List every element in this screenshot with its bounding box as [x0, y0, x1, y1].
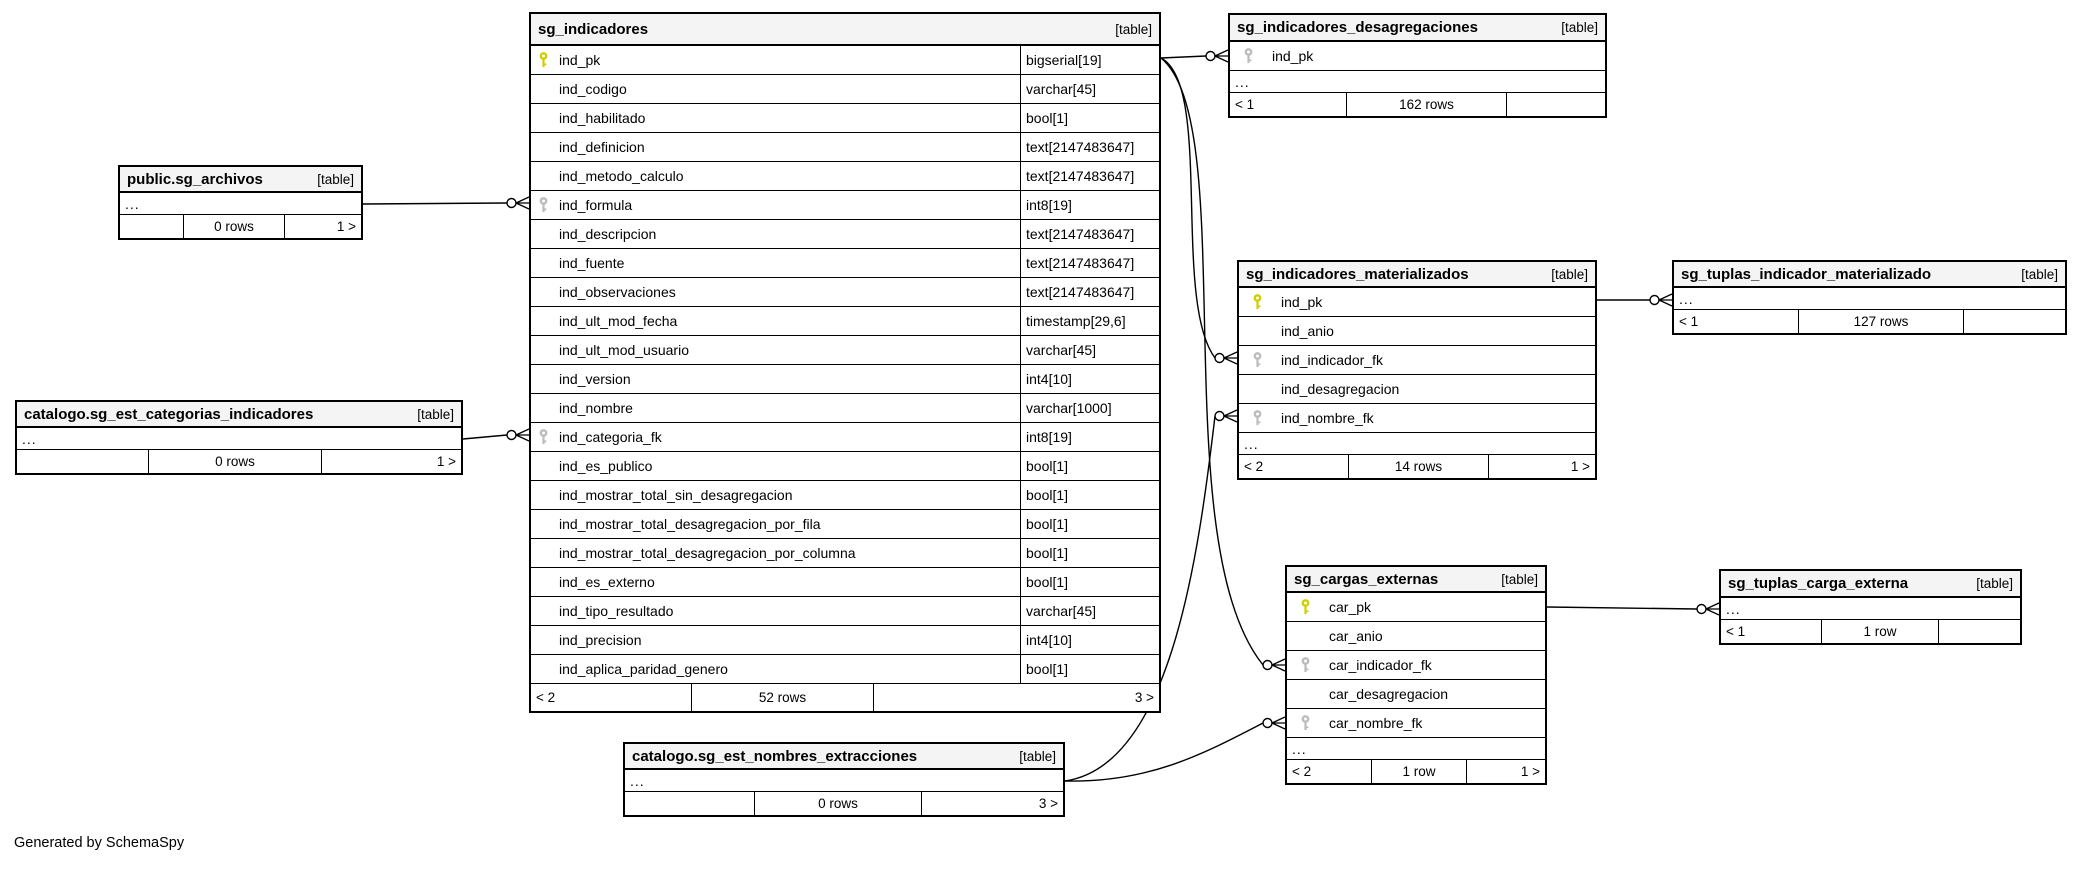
column-row	[531, 452, 1159, 481]
column-row	[531, 46, 1159, 75]
table-header[interactable]	[1287, 567, 1545, 593]
column-row	[1239, 404, 1595, 433]
table-title[interactable]: sg_indicadores_materializados	[1246, 265, 1469, 283]
column-name: ind_categoria_fk	[559, 429, 662, 445]
column-name: ind_fuente	[559, 255, 625, 271]
rel-indpk-to-materializados	[1161, 58, 1215, 358]
column-type: int4[10]	[1020, 365, 1159, 393]
column-name: ind_observaciones	[559, 284, 676, 300]
table-type-badge: [table]	[1551, 266, 1588, 282]
table-header[interactable]	[120, 167, 361, 193]
ellipsis-row: ...	[1287, 738, 1545, 760]
column-row	[531, 75, 1159, 104]
paging-right: 1 >	[1520, 764, 1540, 779]
row-count: 162 rows	[1347, 93, 1507, 116]
column-name: ind_version	[559, 371, 631, 387]
table-type-badge: [table]	[1115, 21, 1152, 37]
table-title[interactable]: sg_tuplas_indicador_materializado	[1681, 265, 1932, 283]
column-type: varchar[45]	[1020, 597, 1159, 625]
column-row	[531, 162, 1159, 191]
paging-right	[1507, 93, 1605, 116]
column-row	[1230, 42, 1605, 71]
row-count: 1 row	[1372, 760, 1467, 783]
paging-left: < 1	[1721, 620, 1822, 643]
row-count: 0 rows	[184, 215, 285, 238]
column-row	[531, 249, 1159, 278]
column-name: ind_mostrar_total_desagregacion_por_fila	[559, 516, 821, 532]
column-row	[531, 191, 1159, 220]
column-name: car_desagregacion	[1329, 686, 1449, 702]
column-type: text[2147483647]	[1020, 278, 1159, 306]
ellipsis-row: ...	[120, 193, 361, 215]
table-type-badge: [table]	[417, 406, 454, 422]
column-name: ind_pk	[559, 52, 601, 68]
table-type-badge: [table]	[2021, 266, 2058, 282]
table-type-badge: [table]	[1976, 576, 2013, 591]
crowfoot-connector	[507, 197, 529, 209]
table-footer	[625, 792, 1063, 815]
crowfoot-connector	[1263, 659, 1285, 671]
column-name: ind_ult_mod_fecha	[559, 313, 678, 329]
column-row	[531, 423, 1159, 452]
table-title[interactable]: sg_indicadores	[538, 20, 649, 38]
column-row	[1287, 622, 1545, 651]
column-name: ind_metodo_calculo	[559, 168, 684, 184]
ellipsis-row: ...	[17, 428, 461, 450]
foreign-key-icon	[1252, 410, 1263, 426]
table-footer	[120, 215, 361, 238]
column-name: ind_codigo	[559, 81, 627, 97]
crowfoot-connector	[507, 429, 529, 441]
column-type: bool[1]	[1020, 568, 1159, 596]
foreign-key-icon	[1300, 715, 1311, 731]
crowfoot-connector	[1263, 717, 1285, 729]
column-type: text[2147483647]	[1020, 133, 1159, 161]
row-count: 52 rows	[692, 684, 874, 711]
column-row	[531, 365, 1159, 394]
table-footer	[1721, 620, 2020, 643]
paging-left	[17, 450, 149, 473]
column-type: bool[1]	[1020, 452, 1159, 480]
row-count: 14 rows	[1349, 455, 1489, 478]
column-row	[531, 568, 1159, 597]
column-row	[1287, 709, 1545, 738]
column-name: ind_es_publico	[559, 458, 653, 474]
table-footer	[1674, 310, 2065, 333]
foreign-key-icon	[538, 197, 549, 213]
column-name: ind_pk	[1272, 48, 1314, 64]
paging-left: < 2	[531, 684, 692, 711]
paging-right: 1 >	[436, 454, 456, 469]
paging-right: 1 >	[336, 219, 356, 234]
column-name: ind_mostrar_total_desagregacion_por_columna	[559, 545, 856, 561]
column-row	[1287, 651, 1545, 680]
primary-key-icon	[538, 52, 549, 68]
column-row	[1239, 346, 1595, 375]
column-name: ind_descripcion	[559, 226, 657, 242]
table-sg-indicadores-materializados	[1237, 260, 1597, 480]
ellipsis-row: ...	[625, 770, 1063, 792]
column-row	[531, 220, 1159, 249]
table-type-badge: [table]	[1501, 571, 1538, 587]
ellipsis-row: ...	[1239, 433, 1595, 455]
table-header[interactable]	[1239, 262, 1595, 288]
column-name: ind_anio	[1281, 323, 1334, 339]
paging-right: 3 >	[1134, 690, 1154, 705]
table-header[interactable]	[625, 744, 1063, 770]
column-row	[531, 336, 1159, 365]
paging-right: 1 >	[1570, 459, 1590, 474]
table-header[interactable]	[17, 402, 461, 428]
column-name: car_anio	[1329, 628, 1383, 644]
column-type: text[2147483647]	[1020, 220, 1159, 248]
column-name: car_indicador_fk	[1329, 657, 1432, 673]
paging-left	[625, 792, 755, 815]
rel-extracciones-to-cargas	[1065, 723, 1263, 781]
column-name: ind_indicador_fk	[1281, 352, 1383, 368]
paging-right	[1964, 310, 2065, 333]
generated-by-note: Generated by SchemaSpy	[14, 835, 185, 851]
column-type: bool[1]	[1020, 539, 1159, 567]
table-footer	[531, 684, 1159, 711]
ellipsis-row: ...	[1674, 288, 2065, 310]
column-type: bool[1]	[1020, 510, 1159, 538]
table-type-badge: [table]	[1019, 748, 1056, 764]
table-catalogo-sg-est-categorias-indicadores	[15, 400, 463, 475]
column-row	[531, 394, 1159, 423]
table-type-badge: [table]	[317, 171, 354, 187]
row-count: 0 rows	[755, 792, 922, 815]
paging-right: 3 >	[1038, 796, 1058, 811]
column-row	[531, 626, 1159, 655]
foreign-key-icon	[538, 429, 549, 445]
row-count: 0 rows	[149, 450, 322, 473]
column-type: text[2147483647]	[1020, 162, 1159, 190]
row-count: 1 row	[1822, 620, 1939, 643]
primary-key-icon	[1252, 294, 1263, 310]
column-row	[1239, 288, 1595, 317]
column-row	[531, 597, 1159, 626]
column-type: timestamp[29,6]	[1020, 307, 1159, 335]
column-name: car_pk	[1329, 599, 1372, 615]
crowfoot-connector	[1215, 352, 1237, 364]
column-name: ind_tipo_resultado	[559, 603, 674, 619]
table-footer	[1287, 760, 1545, 783]
column-type: bool[1]	[1020, 655, 1159, 683]
column-name: ind_ult_mod_usuario	[559, 342, 689, 358]
column-row	[1239, 317, 1595, 346]
ellipsis-row: ...	[1721, 598, 2020, 620]
column-row	[531, 133, 1159, 162]
crowfoot-connector	[1215, 410, 1237, 422]
column-type: int8[19]	[1020, 191, 1159, 219]
table-footer	[17, 450, 461, 473]
table-footer	[1239, 455, 1595, 478]
column-type: bigserial[19]	[1020, 46, 1159, 74]
table-sg-cargas-externas	[1285, 565, 1547, 785]
table-title[interactable]: catalogo.sg_est_nombres_extracciones	[632, 747, 918, 765]
table-public-sg-archivos	[118, 165, 363, 240]
column-name: ind_definicion	[559, 139, 645, 155]
column-type: bool[1]	[1020, 104, 1159, 132]
column-name: ind_desagregacion	[1281, 381, 1400, 397]
crowfoot-connector	[1650, 294, 1672, 306]
paging-left: < 2	[1287, 760, 1372, 783]
column-type: int8[19]	[1020, 423, 1159, 451]
column-row	[531, 307, 1159, 336]
primary-key-icon	[1300, 599, 1311, 615]
column-type: int4[10]	[1020, 626, 1159, 654]
row-count: 127 rows	[1799, 310, 1964, 333]
table-footer	[1230, 93, 1605, 116]
column-row	[1239, 375, 1595, 404]
column-type: bool[1]	[1020, 481, 1159, 509]
column-name: ind_formula	[559, 197, 633, 213]
ellipsis-row: ...	[1230, 71, 1605, 93]
table-title[interactable]: catalogo.sg_est_categorias_indicadores	[24, 405, 314, 423]
table-title[interactable]: sg_cargas_externas	[1294, 570, 1439, 588]
column-name: ind_habilitado	[559, 110, 646, 126]
column-type: text[2147483647]	[1020, 249, 1159, 277]
column-row	[531, 481, 1159, 510]
column-name: ind_pk	[1281, 294, 1323, 310]
crowfoot-connector	[1206, 50, 1228, 62]
table-sg-indicadores	[529, 12, 1161, 713]
column-name: ind_mostrar_total_sin_desagregacion	[559, 487, 793, 503]
table-sg-tuplas-carga-externa	[1719, 569, 2022, 645]
column-row	[1287, 593, 1545, 622]
column-row	[1287, 680, 1545, 709]
column-row	[531, 539, 1159, 568]
column-row	[531, 655, 1159, 684]
column-row	[531, 278, 1159, 307]
column-type: varchar[45]	[1020, 336, 1159, 364]
table-header[interactable]	[531, 14, 1159, 46]
rel-cargas-to-tuplas	[1547, 607, 1697, 609]
column-type: varchar[1000]	[1020, 394, 1159, 422]
paging-left: < 1	[1230, 93, 1347, 116]
foreign-key-icon	[1243, 48, 1254, 64]
column-name: ind_nombre	[559, 400, 633, 416]
table-type-badge: [table]	[1561, 20, 1598, 35]
table-catalogo-sg-est-nombres-extracciones	[623, 742, 1065, 817]
foreign-key-icon	[1300, 657, 1311, 673]
column-name: ind_es_externo	[559, 574, 655, 590]
column-name: car_nombre_fk	[1329, 715, 1423, 731]
column-row	[531, 104, 1159, 133]
table-title[interactable]: sg_indicadores_desagregaciones	[1237, 19, 1478, 36]
column-name: ind_aplica_paridad_genero	[559, 661, 728, 677]
rel-indpk-to-desagregaciones	[1161, 56, 1206, 58]
table-sg-tuplas-indicador-materializado	[1672, 260, 2067, 335]
column-type: varchar[45]	[1020, 75, 1159, 103]
crowfoot-connector	[1697, 603, 1719, 615]
paging-left: < 2	[1239, 455, 1349, 478]
paging-right	[1939, 620, 2020, 643]
paging-left	[120, 215, 184, 238]
table-header[interactable]	[1230, 15, 1605, 42]
column-name: ind_nombre_fk	[1281, 410, 1374, 426]
foreign-key-icon	[1252, 352, 1263, 368]
table-header[interactable]	[1721, 571, 2020, 598]
rel-categorias-to-ind-categoria-fk	[463, 435, 507, 439]
column-row	[531, 510, 1159, 539]
rel-archivos-to-ind-formula	[363, 203, 507, 204]
paging-left: < 1	[1674, 310, 1799, 333]
column-name: ind_precision	[559, 632, 642, 648]
table-title[interactable]: public.sg_archivos	[127, 170, 263, 188]
table-header[interactable]	[1674, 262, 2065, 288]
table-sg-indicadores-desagregaciones	[1228, 13, 1607, 118]
table-title[interactable]: sg_tuplas_carga_externa	[1728, 575, 1909, 592]
